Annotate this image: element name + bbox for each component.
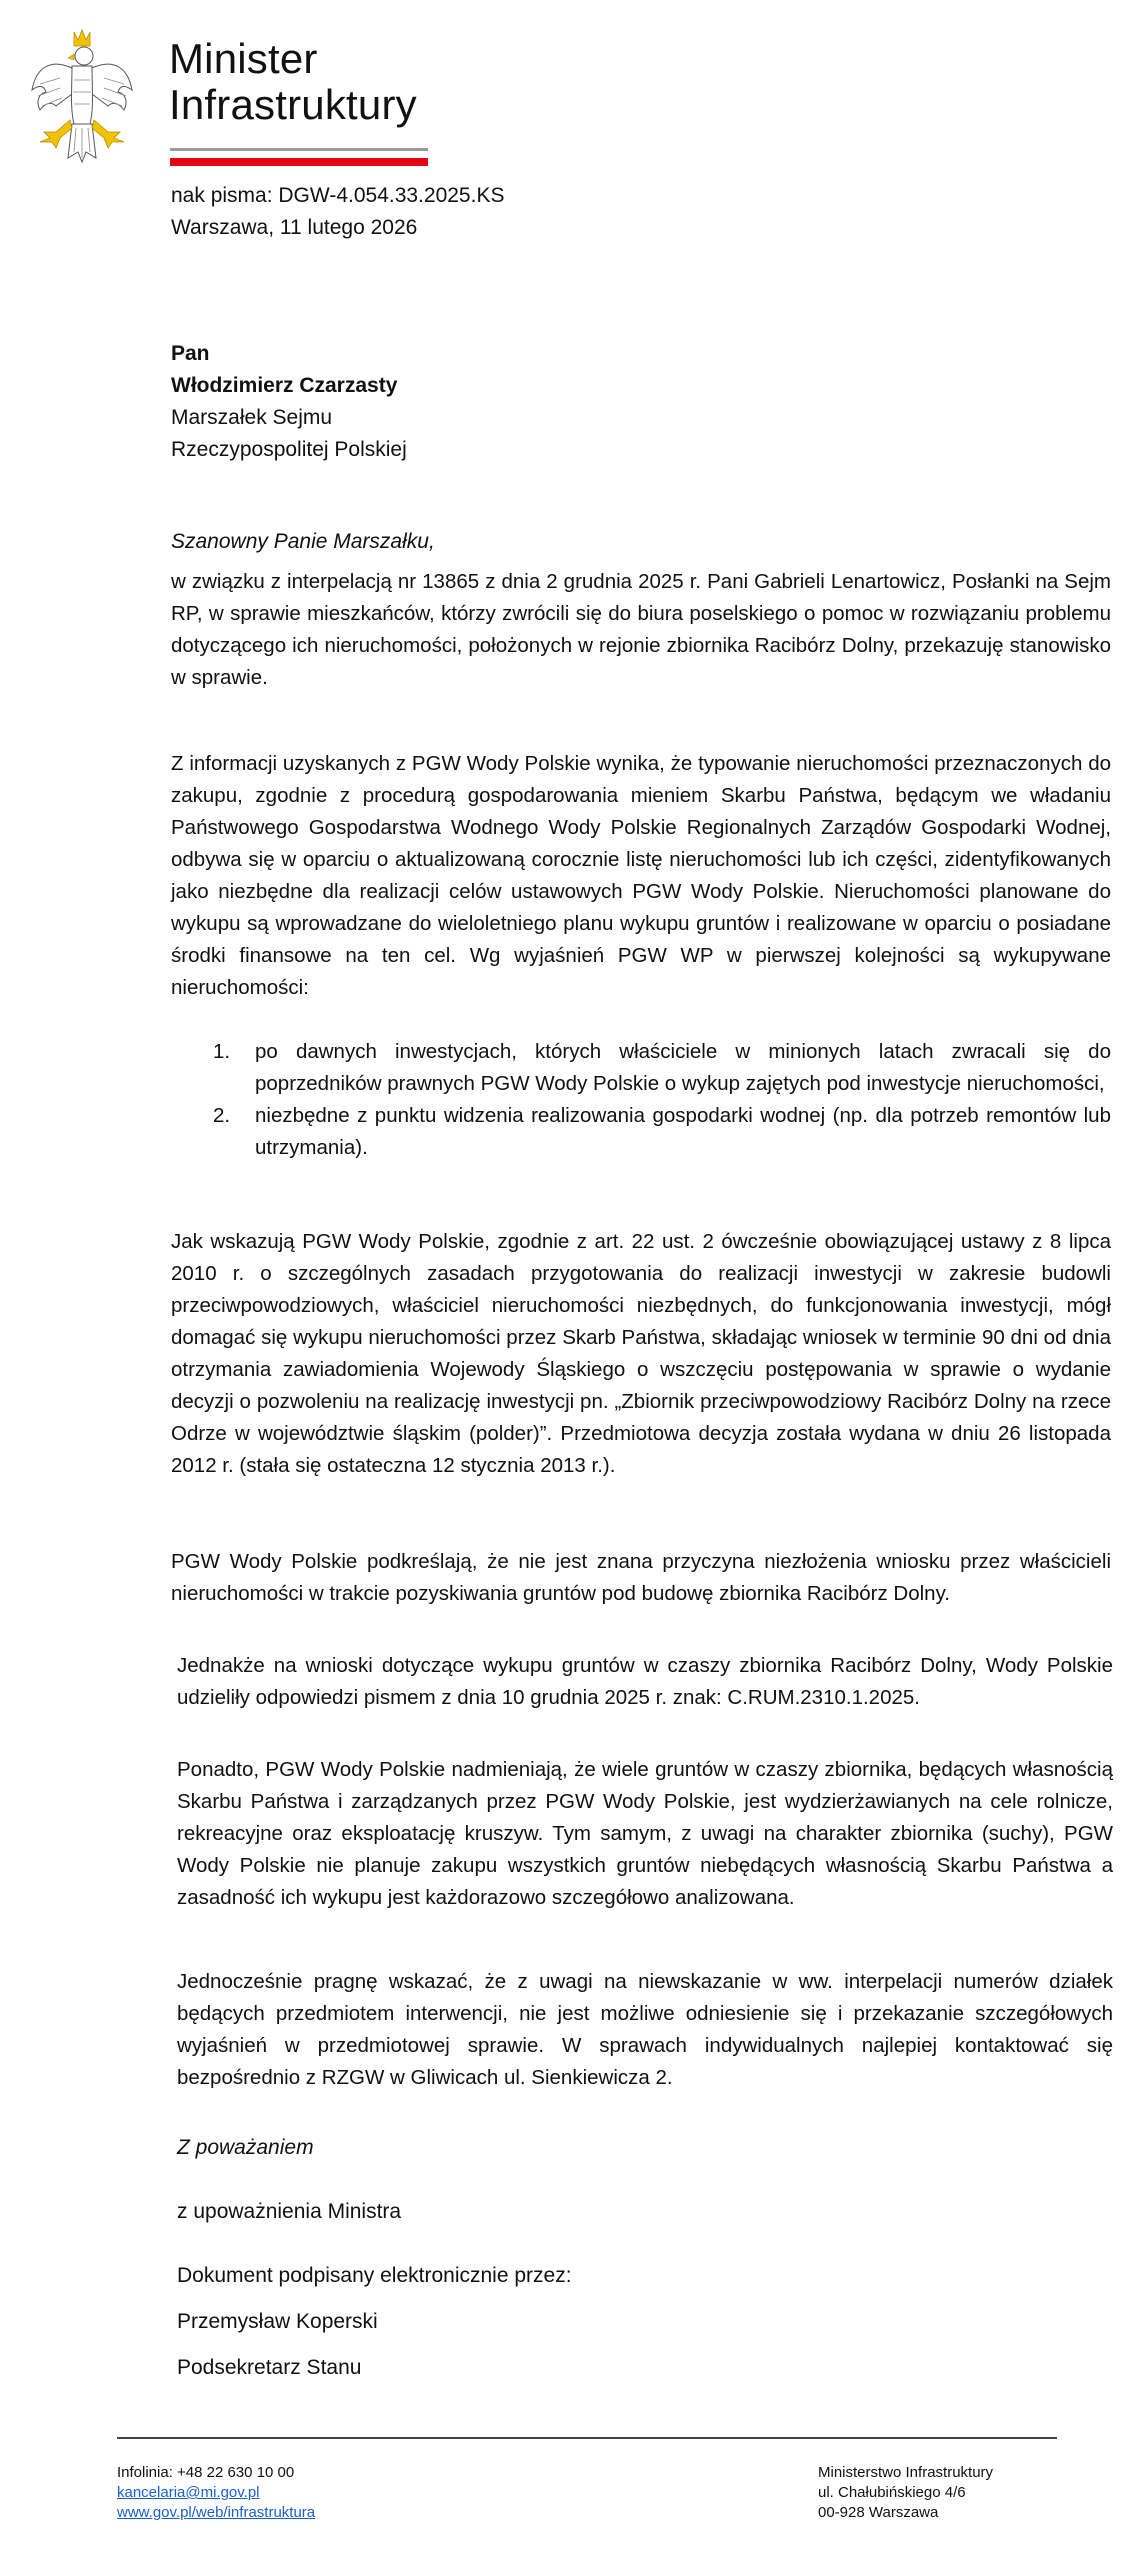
recipient-address — [171, 338, 407, 466]
polish-eagle-emblem-icon — [30, 28, 134, 168]
header-red-rule — [170, 158, 428, 166]
footer-contact — [117, 2463, 315, 2523]
signer-name: Przemysław Koperski — [177, 2310, 378, 2333]
email-link[interactable]: kancelaria@mi.gov.pl — [117, 2484, 260, 2501]
logo-title-line1: Minister — [169, 35, 318, 82]
list-item-number: 1. — [213, 1040, 231, 1063]
signed-by-label: Dokument podpisany elektronicznie przez: — [177, 2264, 572, 2287]
priority-list — [171, 1036, 1111, 1164]
logo-title-line2: Infrastruktury — [169, 81, 417, 128]
recipient-name: Włodzimierz Czarzasty — [171, 374, 398, 397]
place-date: Warszawa, 11 lutego 2026 — [171, 216, 418, 239]
hotline: Infolinia: +48 22 630 10 00 — [117, 2464, 295, 2481]
greeting: Szanowny Panie Marszałku, — [171, 530, 435, 553]
list-item — [171, 1100, 1111, 1164]
ministry-logo-title — [169, 36, 417, 128]
body-paragraph-4: PGW Wody Polskie podkreślają, że nie jest znana przyczyna niezłożenia wniosku przez właścicieli nieruchomości w trakcie pozyskiwania gruntów pod budowę zbiornika Racibórz Dolny. — [171, 1550, 1111, 1605]
authorization-line: z upoważnienia Ministra — [177, 2200, 402, 2223]
recipient-title: Pan — [171, 342, 210, 365]
footer-address — [818, 2463, 993, 2523]
org-name: Ministerstwo Infrastruktury — [818, 2464, 994, 2481]
body-paragraph-3: Jak wskazują PGW Wody Polskie, zgodnie z art. 22 ust. 2 ówcześnie obowiązującej ustawy z 8 lipca 2010 r. o szczególnych zasadach przygotowania do realizacji inwestycji w zakresie budowli przeciwpowodziowych, właściciel nieruchomości niezbędnych, do funkcjonowania inwestycji, mógł domagać się wykupu nieruchomości przez Skarb Państwa, składając wniosek w terminie 90 dni od dnia otrzymania zawiadomienia Wojewody Śląskiego o wszczęciu postępowania w sprawie o wydanie decyzji o pozwoleniu na realizację inwestycji pn. „Zbiornik przeciwpowodziowy Racibórz Dolny na rzece Odrze w województwie śląskim (polder)”. Przedmiotowa decyzja została wydana w dniu 26 listopada 2012 r. (stała się ostateczna 12 stycznia 2013 r.). — [171, 1230, 1111, 1477]
list-item-text: po dawnych inwestycjach, których właściciele w minionych latach zwracali się do poprzedników prawnych PGW Wody Polskie o wykup zajętych pod inwestycje nieruchomości, — [255, 1040, 1111, 1095]
reference-number: nak pisma: DGW-4.054.33.2025.KS — [171, 184, 505, 207]
signer-title: Podsekretarz Stanu — [177, 2356, 362, 2379]
body-paragraph-5: Jednakże na wnioski dotyczące wykupu gruntów w czaszy zbiornika Racibórz Dolny, Wody Polskie udzieliły odpowiedzi pismem z dnia 10 grudnia 2025 r. znak: C.RUM.2310.1.2025. — [177, 1654, 1113, 1709]
street-address: ul. Chałubińskiego 4/6 — [818, 2484, 966, 2501]
list-item-number: 2. — [213, 1104, 231, 1127]
recipient-position-line2: Rzeczypospolitej Polskiej — [171, 438, 407, 461]
body-paragraph-2: Z informacji uzyskanych z PGW Wody Polskie wynika, że typowanie nieruchomości przeznaczonych do zakupu, zgodnie z procedurą gospodarowania mieniem Skarbu Państwa, będącym we władaniu Państwowego Gospodarstwa Wodnego Wody Polskie Regionalnych Zarządów Gospodarki Wodnej, odbywa się w oparciu o aktualizowaną corocznie listę nieruchomości lub ich części, zidentyfikowanych jako niezbędne dla realizacji celów ustawowych PGW Wody Polskie. Nieruchomości planowane do wykupu są wprowadzane do wieloletniego planu wykupu gruntów i realizowane w oparciu o posiadane środki finansowe na ten cel. Wg wyjaśnień PGW WP w pierwszej kolejności są wykupywane nieruchomości: — [171, 752, 1111, 999]
body-paragraph-7: Jednocześnie pragnę wskazać, że z uwagi na niewskazanie w ww. interpelacji numerów działek będących przedmiotem interwencji, nie jest możliwe odniesienie się i przekazanie szczegółowych wyjaśnień w przedmiotowej sprawie. W sprawach indywidualnych najlepiej kontaktować się bezpośrednio z RZGW w Gliwicach ul. Sienkiewicza 2. — [177, 1970, 1113, 2089]
postal-city: 00-928 Warszawa — [818, 2504, 939, 2521]
list-item — [171, 1036, 1111, 1100]
body-paragraph-1: w związku z interpelacją nr 13865 z dnia 2 grudnia 2025 r. Pani Gabrieli Lenartowicz, Posłanki na Sejm RP, w sprawie mieszkańców, którzy zwrócili się do biura poselskiego o pomoc w rozwiązaniu problemu dotyczącego ich nieruchomości, położonych w rejonie zbiornika Racibórz Dolny, przekazuję stanowisko w sprawie. — [171, 570, 1111, 689]
recipient-position-line1: Marszałek Sejmu — [171, 406, 333, 429]
header-gray-rule — [170, 148, 428, 151]
list-item-text: niezbędne z punktu widzenia realizowania gospodarki wodnej (np. dla potrzeb remontów lub utrzymania). — [255, 1104, 1111, 1159]
letter-meta — [171, 180, 504, 244]
body-paragraph-6: Ponadto, PGW Wody Polskie nadmieniają, że wiele gruntów w czaszy zbiornika, będących własnością Skarbu Państwa i zarządzanych przez PGW Wody Polskie, jest wydzierżawianych na cele rolnicze, rekreacyjne oraz eksploatację kruszyw. Tym samym, z uwagi na charakter zbiornika (suchy), PGW Wody Polskie nie planuje zakupu wszystkich gruntów niebędących własnością Skarbu Państwa a zasadność ich wykupu jest każdorazowo szczegółowo analizowana. — [177, 1758, 1113, 1909]
footer-divider — [117, 2437, 1057, 2439]
closing-phrase: Z poważaniem — [177, 2136, 314, 2159]
website-link[interactable]: www.gov.pl/web/infrastruktura — [117, 2504, 316, 2521]
